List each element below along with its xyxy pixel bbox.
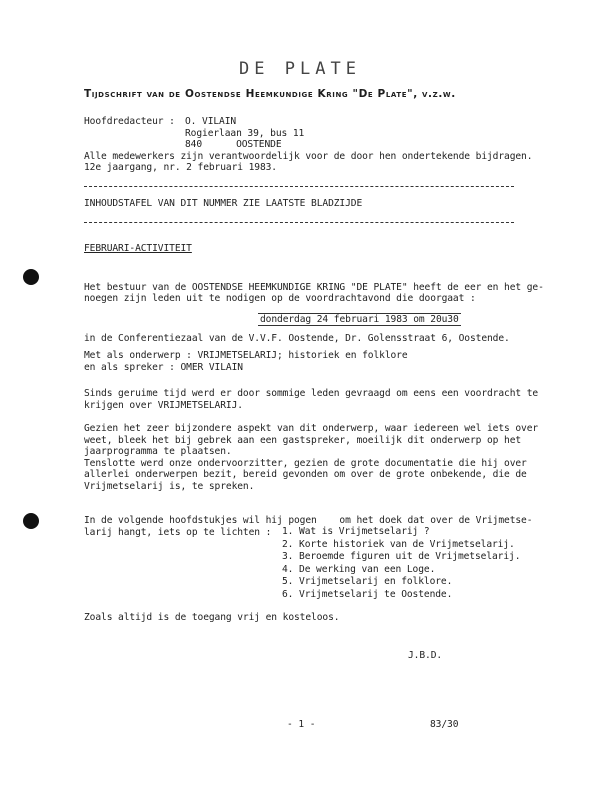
list-item: 6. Vrijmetselarij te Oostende. xyxy=(282,588,453,600)
body-p3-line2: weet, bleek het bij gebrek aan een gastspreker, moeilijk dit onderwerp op het xyxy=(84,435,522,446)
body-p5-line1: In de volgende hoofdstukjes wil hij pogen om het doek dat over de Vrijmetse- xyxy=(84,515,533,526)
punch-hole-bottom xyxy=(23,513,39,529)
event-date: donderdag 24 februari 1983 om 20u30 xyxy=(260,314,459,325)
punch-hole-top xyxy=(23,269,39,285)
list-item: 5. Vrijmetselarij en folklore. xyxy=(282,576,453,588)
document-ref: 83/30 xyxy=(430,719,459,730)
body-p2-line1: Sinds geruime tijd werd er door sommige leden gevraagd om eens een voordracht te xyxy=(84,388,539,399)
body-p1-line2: noegen zijn leden uit te nodigen op de voordrachtavond die doorgaat : xyxy=(84,293,476,304)
page-subtitle: Tijdschrift van de Oostendse Heemkundige Kring "De Plate", v.z.w. xyxy=(84,88,456,100)
list-item: 2. Korte historiek van de Vrijmetselarij. xyxy=(282,538,515,550)
closing-note: Zoals altijd is de toegang vrij en kosteloos. xyxy=(84,612,340,623)
list-item: 3. Beroemde figuren uit de Vrijmetselarij. xyxy=(282,551,521,563)
signature: J.B.D. xyxy=(408,650,443,661)
toc-heading: INHOUDSTAFEL VAN DIT NUMMER ZIE LAATSTE BLADZIJDE xyxy=(84,198,363,209)
body-p5-line2: larij hangt, iets op te lichten : xyxy=(84,527,272,538)
event-subject: Met als onderwerp : VRIJMETSELARIJ; historiek en folklore xyxy=(84,350,408,361)
event-speaker: en als spreker : OMER VILAIN xyxy=(84,362,243,373)
editor-street: Rogierlaan 39, bus 11 xyxy=(185,128,305,139)
body-p4-line3: Vrijmetselarij is, te spreken. xyxy=(84,481,255,492)
editor-label: Hoofdredacteur : xyxy=(84,116,175,127)
editor-city: 840 OOSTENDE xyxy=(185,139,282,150)
issue-info: 12e jaargang, nr. 2 februari 1983. xyxy=(84,162,277,173)
body-p1-line1: Het bestuur van de OOSTENDSE HEEMKUNDIGE KRING "DE PLATE" heeft de eer en het ge- xyxy=(84,282,544,293)
separator-1 xyxy=(84,186,514,187)
responsibility-note: Alle medewerkers zijn verantwoordelijk voor de door hen ondertekende bijdragen. xyxy=(84,151,533,162)
editor-name: O. VILAIN xyxy=(185,116,237,127)
body-p3-line1: Gezien het zeer bijzondere aspekt van dit onderwerp, waar iedereen wel iets over xyxy=(84,423,539,434)
chapter-list xyxy=(282,526,520,602)
body-p4-line1: Tenslotte werd onze ondervoorzitter, gezien de grote documentatie die hij over xyxy=(84,458,527,469)
event-place: in de Conferentiezaal van de V.V.F. Oostende, Dr. Golensstraat 6, Oostende. xyxy=(84,333,510,344)
body-p3-line3: jaarprogramma te plaatsen. xyxy=(84,446,232,457)
page-number: - 1 - xyxy=(287,719,316,730)
body-p2-line2: krijgen over VRIJMETSELARIJ. xyxy=(84,400,243,411)
separator-2 xyxy=(84,222,514,223)
activity-heading: FEBRUARI-ACTIVITEIT xyxy=(84,243,192,254)
page-title: DE PLATE xyxy=(239,59,361,79)
body-p4-line2: allerlei onderwerpen bezit, bereid gevonden om over de grote onbekende, die de xyxy=(84,469,527,480)
list-item: 4. De werking van een Loge. xyxy=(282,563,436,575)
list-item: 1. Wat is Vrijmetselarij ? xyxy=(282,526,430,537)
